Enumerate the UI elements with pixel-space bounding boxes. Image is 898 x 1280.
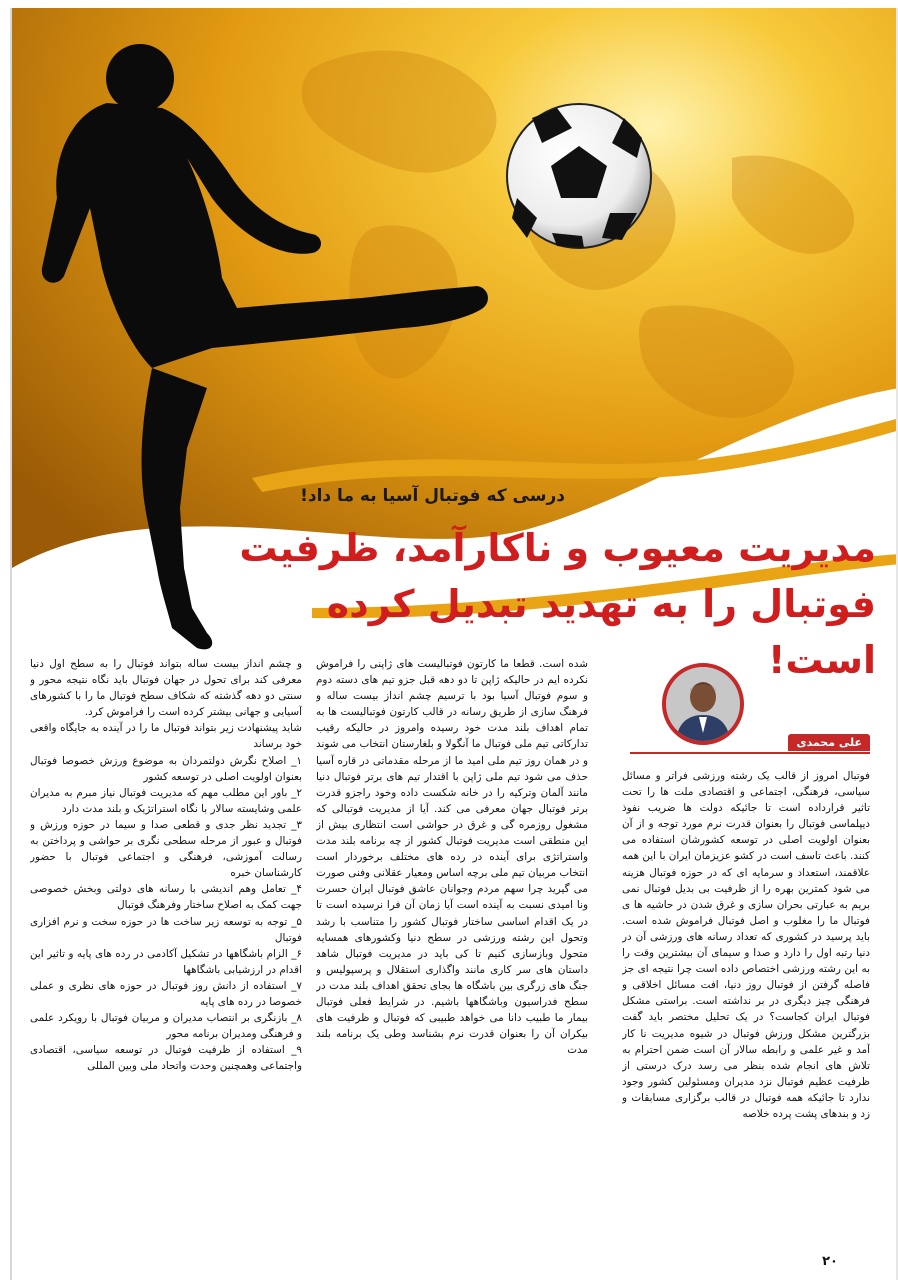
person-icon xyxy=(666,667,740,741)
list-item: ۵_ توجه به توسعه زیر ساخت ها در حوزه سخت و نرم افزاری فوتبال xyxy=(30,915,302,944)
page-number: ۲۰ xyxy=(822,1254,838,1269)
football-ball xyxy=(507,104,651,248)
list-item: ۷_ استفاده از دانش روز فوتبال در حوزه های نظری و عملی خصوصا در رده های پایه xyxy=(30,979,302,1008)
paragraph: شاید پیشنهادت زیر بتواند فوتبال ما را در آینده به جایگاه واقعی خود برساند xyxy=(30,722,302,751)
list-item: ۱_ اصلاح نگرش دولتمردان به موضوع ورزش خصوصا فوتبال بعنوان اولویت اصلی در توسعه کشور xyxy=(30,754,302,783)
list-item: ۳_ تجدید نظر جدی و قطعی صدا و سیما در حوزه ورزش و فوتبال و عبور از مرحله سطحی نگری بر حواشی و پرداختن به رسالت آموزشی، فرهنگی و اجتماعی فوتبال با حضور کارشناسان خبره xyxy=(30,818,302,880)
list-item: ۹_ استفاده از ظرفیت فوتبال در توسعه سیاسی، اقتصادی واجتماعی وهمچنین وحدت واتحاد ملی وبین المللی xyxy=(30,1044,302,1073)
article-column-left xyxy=(30,656,302,1216)
list-item: ۸_ بازنگری بر انتصاب مدیران و مربیان فوتبال با رویکرد علمی و فرهنگی ومدیران برنامه محور xyxy=(30,1012,302,1041)
article-kicker: درسی که فوتبال آسیا به ما داد! xyxy=(300,486,565,506)
paragraph: شده است. قطعا ما کارتون فوتبالیست های ژاپنی را فراموش نکرده ایم در حالیکه ژاپن تا دو دهه قبل جزو تیم های دسته دوم و سوم فوتبال آسیا بود با ترسیم چشم انداز بیست ساله و فرهنگ سازی از طریق رسانه در قالب کارتون فوتبالیست ها به تمام اهداف بلند مدت خود رسیده وامروز در حالیکه رقیب تدارکاتی تیم ملی فوتبال ما آنگولا و بلغارستان انتخاب می شوند و در همان روز تیم ملی امید ما از مرحله مقدماتی در قاره آسیا حذف می شود تیم ملی ژاپن با اقتدار تیم های برتر فوتبال دنیا مانند آلمان وترکیه را در خانه شکست داده وخود راجزو قدرت برتر فوتبال جهان معرفی می کند. آیا از مدیریت فوتبالی که مشغول روزمره گی و غرق در حواشی است انتظاری بیش از این منطقی است مدیریت فوتبال کشور از چه برنامه بلند مدت واستراتژی برای آینده در رده های مختلف برخوردار است انتخاب مربیان تیم ملی برچه اساس ومعیار عقلانی وفنی صورت می گیرید چرا سهم مردم وجوانان عاشق فوتبال ایران حسرت ونا امیدی نسبت به آینده است آیا زمان آن فرا نرسیده است تا در یک اقدام اساسی ساختار فوتبال کشور را متناسب با رشد وتحول این رشته ورزشی در سطح دنیا وکشورهای همسایه متحول وبازسازی کنیم تا کی باید در مدیریت فوتبال شاهد داستان های سر کاری مانند واگذاری استقلال و پرسپولیس و جنگ های زرگری بین باشگاه ها بجای تحقق اهداف بلند مدت در سطح فدراسیون وباشگاهها باشیم. در شرایط فعلی فوتبال بیمار ما طبیب دانا می خواهد طبیبی که فوتبال و ظرفیت های بیکران آن را بعنوان قدرت نرم بشناسد وطی یک برنامه بلند مدت xyxy=(316,658,588,1057)
list-item: ۲_ باور این مطلب مهم که مدیریت فوتبال نیاز مبرم به مدیران علمی وشایسته سالار با نگاه استراتژیک و بلند مدت دارد xyxy=(30,786,302,815)
paragraph: و چشم انداز بیست ساله بتواند فوتبال را به سطح اول دنیا معرفی کند برای تحول در جهان فوتبال باید نگاه نتیجه محور و سنتی دو دهه گذشته که شکاف سطح فوتبال ما را با کشورهای آسیایی و جهانی بیشتر کرده است را فراموش کرد. xyxy=(30,658,302,719)
article-column-right xyxy=(622,768,870,1216)
list-item: ۴_ تعامل وهم اندیشی با رسانه های دولتی وبخش خصوصی جهت کمک به اصلاح ساختار وفرهنگ فوتبال xyxy=(30,883,302,912)
article-column-middle xyxy=(316,656,588,1216)
paragraph: فوتبال امروز از قالب یک رشته ورزشی فراتر و مسائل سیاسی، فرهنگی، اجتماعی و اقتصادی ملت ها را تحت تاثیر قرارداده است تا جائیکه دولت ها ضریب نفوذ دیپلماسی فوتبال را بعنوان قدرت نرم مورد توجه و از آن بعنوان اولویت اصلی در توسعه کشورشان استفاده می کنند. باعث تاسف است در کشو عزیزمان ایران با این همه علاقمند، استعداد و سرمایه ای که در حوزه فوتبال هزینه می شود کمترین بهره را از ظرفیت بی بدیل فوتبال نمی بریم به عبارتی بحران سازی و غرق شدن در حاشیه ها ی فوتبال ما را مغلوب و اصل فوتبال فراموش شده است. باید پرسید در کشوری که تعداد رسانه های ورزشی آن در دنیا رتبه اول را دارد و صدا و سیمای آن بیشترین وقت را به این رشته ورزشی اختصاص داده است چرا نتیجه ای جز فاصله گرفتن از فوتبال روز دنیا، افت مسائل اخلاقی و فرهنگی چیز دیگری در بر نداشته است. براستی مشکل فوتبال ایران کجاست؟ در یک تحلیل مختصر باید گفت بزرگترین مشکل ورزش فوتبال در شیوه مدیریت نا کار آمد و غیر علمی و رابطه سالار آن است ضمن احترام به تلاش های انجام شده بنظر می رسد درک درستی از ظرفیت عظیم فوتبال نزد مدیران ومسئولین کشور وجود ندارد تا جائیکه همه فوتبال در قالب برگزاری مسابقات و زد و بندهای پشت پرده خلاصه xyxy=(622,770,870,1120)
headline-line-1: مدیریت معیوب و ناکارآمد، ظرفیت xyxy=(239,526,876,570)
headline-line-2: فوتبال را به تهدید تبدیل کرده است! xyxy=(326,582,876,682)
author-name: علی محمدی xyxy=(788,734,870,751)
author-byline xyxy=(630,732,870,754)
list-item: ۶_ الزام باشگاهها در تشکیل آکادمی در رده های پایه و تاثیر این اقدام در ارزشیابی باشگاهها xyxy=(30,947,302,976)
magazine-page xyxy=(10,8,898,1280)
